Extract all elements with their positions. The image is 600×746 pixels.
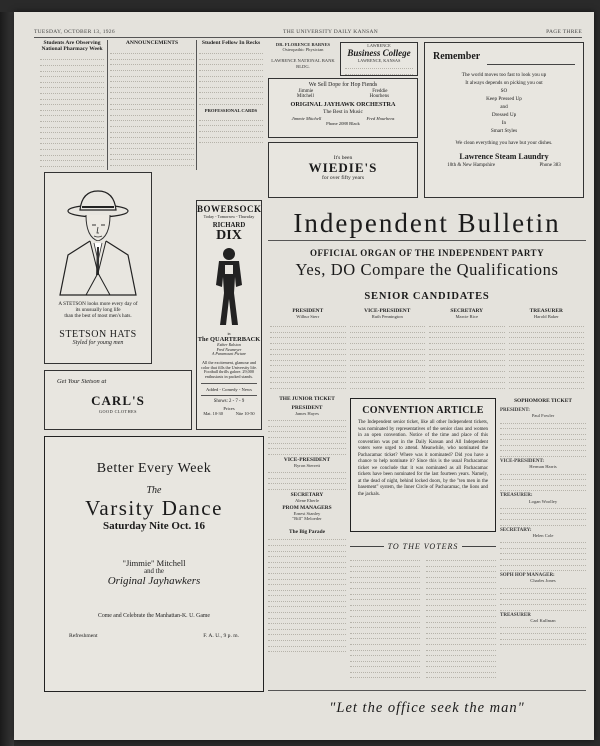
- divider: [201, 395, 257, 396]
- filler-text: [350, 322, 426, 389]
- best-in-music: The Best in Music: [323, 109, 363, 115]
- verse-line: It always depends on picking you out: [465, 80, 543, 86]
- convention-article: [350, 398, 496, 532]
- filler-text: [350, 556, 420, 678]
- laundry-note: We clean everything you have but your dishes.: [455, 140, 553, 146]
- filler-text: [500, 538, 586, 571]
- divider: [201, 383, 257, 384]
- star-last-name: DIX: [216, 228, 242, 243]
- voters-heading: TO THE VOTERS: [387, 541, 459, 551]
- name-mitchell: Mitchell: [296, 94, 314, 99]
- filler-text: [500, 419, 586, 458]
- stetson-caption-a: A STETSON looks more every day of its unusually long life: [58, 301, 138, 313]
- candidate-treasurer: [507, 308, 587, 392]
- soph-office: PRESIDENT:: [500, 408, 530, 413]
- filler-text: [199, 116, 263, 143]
- news-column-3: [199, 40, 263, 150]
- orchestra-name: ORIGINAL JAYHAWK ORCHESTRA: [290, 101, 396, 108]
- business-college-ad: [340, 42, 418, 76]
- theatre-days: Today - Tomorrow - Thursday: [203, 214, 255, 219]
- senior-candidates: [268, 308, 586, 392]
- dance-invite: Come and Celebrate the Manhattan-K. U. Game: [97, 613, 211, 619]
- junior-office: SECRETARY: [290, 491, 324, 498]
- filler-text: [500, 623, 586, 645]
- bulletin-slogan: Yes, DO Compare the Qualifications: [295, 260, 559, 279]
- college-city-top: LAWRENCE: [367, 43, 391, 48]
- soph-office: TREASURER:: [500, 493, 533, 499]
- stetson-caption-b: than the best of most men's hats.: [64, 313, 132, 319]
- film-credit-1: Esther Ralston: [217, 342, 241, 347]
- junior-name: Ernest Stanley: [293, 510, 321, 516]
- soph-name: Paul Fowler: [531, 413, 555, 419]
- candidate-office: TREASURER: [529, 308, 563, 314]
- fellow-headline: Student Fellow In Recks: [201, 40, 261, 46]
- hop-line1: We Sell Dope for Hop Fiends: [308, 82, 378, 88]
- bulletin-subtitle: OFFICIAL ORGAN OF THE INDEPENDENT PARTY: [309, 248, 545, 258]
- convention-title: CONVENTION ARTICLE: [362, 405, 484, 416]
- laundry-name: Lawrence Steam Laundry: [459, 152, 549, 161]
- signature-fred: Fred Hourhens: [366, 116, 395, 121]
- filler-text: [509, 322, 585, 389]
- wiedies-ad: [268, 142, 418, 198]
- filler-text: [268, 535, 346, 652]
- film-credit-2: Fred Neumeyer: [216, 346, 242, 352]
- stetson-brand: STETSON HATS: [59, 329, 137, 340]
- soph-name: Herman Harris: [529, 464, 557, 470]
- filler-text: [268, 416, 346, 455]
- band-and-the: and the: [144, 568, 164, 575]
- filler-text: [500, 504, 586, 526]
- soph-office: SOPH HOP MANAGER:: [500, 573, 555, 579]
- dance-date: Saturday Nite Oct. 16: [102, 520, 206, 532]
- junior-name: James Hayes: [295, 411, 319, 416]
- verse-line: Smart Styles: [490, 128, 518, 134]
- announcements-heading: ANNOUNCEMENTS: [125, 40, 179, 46]
- wiedies-name: WIEDIE'S: [308, 160, 378, 175]
- verse-line: and: [500, 104, 508, 110]
- candidate-office: VICE-PRESIDENT: [364, 308, 411, 314]
- carls-sub: GOOD CLOTHES: [99, 409, 137, 414]
- verse-line: Keep Pressed Up: [486, 96, 522, 102]
- dance-name: Varsity Dance: [85, 496, 223, 520]
- sophomore-heading: SOPHOMORE TICKET: [514, 398, 572, 404]
- footer-slogan: "Let the office seek the man": [329, 700, 525, 716]
- soph-name: Carl Kullman: [530, 618, 556, 624]
- column-rule: [196, 40, 197, 170]
- man-in-hat-illustration: [46, 177, 150, 297]
- film-credit-3: A Paramount Picture: [212, 351, 246, 357]
- soph-office: TREASURER: [500, 612, 531, 618]
- band-name: Original Jayhawkers: [107, 575, 201, 587]
- divider: [350, 546, 384, 547]
- dance-footer: [69, 633, 239, 639]
- verse-line: The world moves too fast to look you up: [461, 72, 547, 78]
- candidate-office: PRESIDENT: [292, 308, 324, 314]
- film-description: All the excitement, glamour and color that fills the University life. Football thrills galore. 29,000 enthusiasts in packed stands.: [200, 359, 258, 380]
- news-column-1: [40, 40, 104, 168]
- dance-the: The: [146, 485, 162, 496]
- soph-office: SECRETARY:: [500, 527, 532, 533]
- pharmacy-week-headline: Students Are Observing National Pharmacy Week: [41, 40, 103, 53]
- column-rule: [107, 40, 108, 170]
- candidate-vice-president: [348, 308, 428, 392]
- football-player-illustration: [209, 245, 249, 331]
- voters-column-1: [350, 556, 420, 686]
- junior-office: PRESIDENT: [291, 405, 323, 411]
- name-hourhens: Hourhens: [369, 94, 390, 99]
- senior-heading: SENIOR CANDIDATES: [364, 291, 490, 302]
- stetson-ad: [44, 172, 152, 364]
- junior-name: Byron Sterrett: [293, 462, 321, 468]
- professional-card: [268, 42, 338, 72]
- candidate-name: Harold Baker: [533, 314, 559, 319]
- footer-rule: [268, 690, 586, 691]
- junior-name: "Bill" Meloeder: [292, 516, 322, 522]
- candidate-name: Ruth Pennington: [371, 314, 403, 319]
- verse-line: SO: [500, 88, 508, 94]
- candidate-president: [268, 308, 348, 392]
- hop-phone: Phone 2088 Black: [326, 121, 360, 126]
- junior-office: VICE-PRESIDENT: [283, 456, 331, 463]
- dance-tagline: Better Every Week: [96, 461, 212, 476]
- filler-text: [500, 470, 586, 492]
- soph-name: Helen Cole: [532, 532, 554, 538]
- candidate-name: Wilbur Sterr: [296, 314, 320, 319]
- divider: [462, 546, 496, 547]
- dance-time: F. A. U., 9 p. m.: [203, 633, 239, 639]
- wiedies-line2: for over fifty years: [321, 175, 365, 181]
- voters-column-2: [426, 556, 496, 686]
- soph-office: VICE-PRESIDENT:: [500, 459, 545, 465]
- night-price: Nite 10-50: [235, 410, 255, 416]
- remember-rule: [487, 64, 575, 65]
- laundry-phone: Phone 383: [539, 163, 561, 168]
- film-prefix: in: [227, 331, 231, 336]
- laundry-verse: [425, 71, 583, 135]
- laundry-contact: [425, 163, 583, 168]
- big-parade-heading: The Big Parade: [289, 529, 325, 536]
- junior-office: PROM MANAGERS: [282, 504, 332, 511]
- junior-ticket-column: [268, 396, 346, 686]
- show-times: Shows: 2 - 7 - 9: [213, 398, 245, 404]
- prices-label: Prices: [223, 405, 235, 411]
- remember-heading: Remember: [433, 51, 481, 62]
- card-line-1: Osteopathic Physician: [282, 47, 324, 53]
- matinee-price: Mat. 10-30: [203, 410, 223, 416]
- bulletin-title: Independent Bulletin: [293, 208, 561, 238]
- filler-text: [426, 556, 496, 678]
- laundry-address: 10th & New Hampshire: [447, 163, 496, 168]
- filler-text: [268, 468, 346, 490]
- name-jimmie: Jimmie: [298, 89, 314, 94]
- soph-name: Logan Woolley: [528, 498, 558, 504]
- band-leader: "Jimmie" Mitchell: [122, 558, 186, 568]
- laundry-ad: [424, 42, 584, 198]
- bowersock-ad: [196, 200, 262, 430]
- filler-text: [199, 49, 263, 104]
- verse-line: In: [501, 120, 507, 126]
- sophomore-ticket-column: [500, 398, 586, 688]
- candidate-office: SECRETARY: [450, 308, 484, 314]
- junior-name: Alene Eberle: [294, 497, 320, 503]
- announcements-column: [110, 40, 194, 168]
- candidate-name: Marcie Rice: [455, 314, 479, 319]
- card-line-2: LAWRENCE NATIONAL BANK BLDG.: [271, 58, 335, 69]
- carls-top: Get Your Stetson at: [57, 378, 107, 385]
- masthead-page: PAGE THREE: [546, 29, 582, 35]
- theatre-name: BOWERSOCK: [197, 204, 262, 214]
- added-features: Added - Comedy - News: [206, 386, 252, 392]
- title-rule: [268, 240, 586, 241]
- junior-ticket-heading: THE JUNIOR TICKET: [279, 396, 335, 402]
- wiedies-line1: It's been: [333, 155, 353, 161]
- masthead-date: TUESDAY, OCTOBER 13, 1926: [34, 29, 115, 35]
- varsity-dance-ad: [44, 436, 264, 692]
- verse-line: Dressed Up: [491, 112, 517, 118]
- name-freddie: Freddie: [372, 89, 388, 94]
- filler-text: [270, 322, 346, 389]
- carls-name: CARL'S: [91, 393, 145, 408]
- filler-text: [40, 55, 104, 166]
- star-first-name: RICHARD: [212, 222, 246, 229]
- professional-cards-heading: PROFESSIONAL CARDS: [204, 107, 258, 113]
- college-city: LAWRENCE, KANSAS: [357, 58, 401, 64]
- filler-text: [345, 64, 413, 75]
- candidate-secretary: [427, 308, 507, 392]
- orchestra-ad: [268, 78, 418, 138]
- college-name: Business College: [347, 48, 411, 59]
- price-list: [197, 411, 261, 416]
- filler-text: [429, 322, 505, 389]
- filler-text: [110, 49, 194, 166]
- signature-jimmie: Jimmie Mitchell: [291, 116, 322, 121]
- page-edge-shadow: [0, 12, 14, 746]
- stetson-sub: Styled for young men: [72, 340, 124, 346]
- soph-name: Charles Jones: [530, 578, 556, 584]
- hop-surnames: [269, 94, 417, 99]
- card-name: DR. FLORENCE BARNES: [275, 42, 331, 47]
- convention-body: The Independent senior ticket, like all other Independent tickets, was nominated by representatives of the senior class and women in an open convention. Notice of the time and place of this convention was put in the Daily Kansan and All Independent voters were urged to attend. Meanwhile, who nominated the Pachacamac ticket? Where was it nominated? Did you have a chance to help nominate it? Since this is the usual Pachacamac ticket we conclude that it was nominated as all Pachacamac tickets have been nominated for the last fourteen years. Namely, at the dead of night, behind locked doors, by the "ten men in the basement" system, the Inner Circle of Pachacamac, the lions and the jackals.: [358, 420, 488, 497]
- voters-heading-bar: [350, 540, 496, 552]
- carls-ad: [44, 370, 192, 430]
- refreshment: Refreshment: [69, 633, 98, 639]
- filler-text: [500, 584, 586, 611]
- film-title: The QUARTERBACK: [197, 336, 261, 343]
- masthead-title: THE UNIVERSITY DAILY KANSAN: [283, 29, 379, 35]
- masthead: [34, 29, 582, 38]
